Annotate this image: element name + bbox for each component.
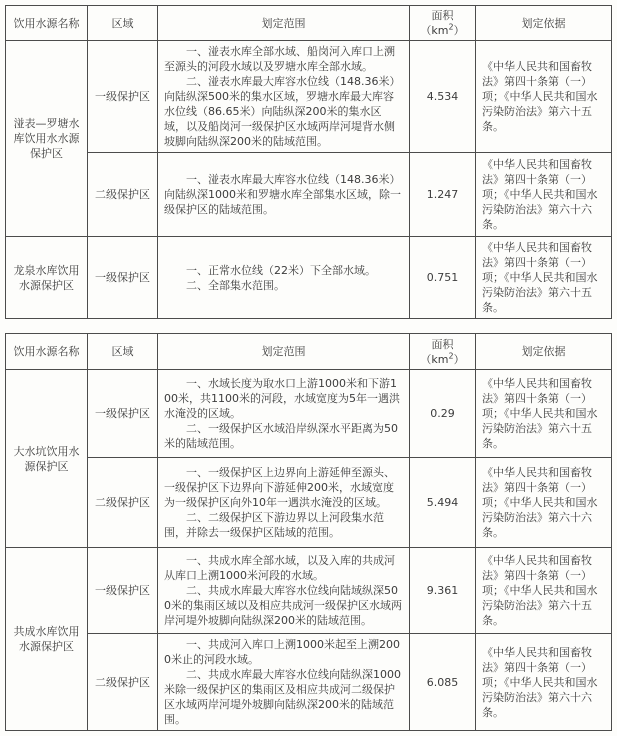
scope-item: 二、二级保护区下游边界以上河段集水范围，并除去一级保护区陆域的范围。: [164, 511, 384, 539]
col-header-scope: 划定范围: [158, 6, 410, 41]
area-unit-superscript: 2: [448, 22, 454, 32]
basis-cell: 《中华人民共和国畜牧法》第四十条第（一）项；《中华人民共和国水污染防治法》第六十五条。: [476, 41, 612, 153]
source-name-cell: 湴表—罗塘水库饮用水水源保护区: [6, 41, 88, 237]
col-header-basis: 划定依据: [476, 6, 612, 41]
area-header-unit: $(km^2)$: [420, 350, 465, 366]
scope-cell: [158, 237, 410, 319]
scope-cell: [158, 458, 410, 548]
scope-item: 一、正常水位线（22米）下全部水域。: [186, 263, 376, 277]
scope-item: 一、共成河入库口上溯1000米起至上溯2000米止的河段水域。: [164, 638, 400, 666]
table-row: [6, 153, 612, 237]
zone-cell: 一级保护区: [88, 41, 158, 153]
scope-item: 一、一级保护区上边界向上游延伸至源头、一级保护区下边界向下游延伸200米，水域宽度为一级保护区向外10年一遇洪水淹没的区域。: [164, 466, 395, 509]
col-header-source-name: 饮用水源名称: [6, 334, 88, 370]
area-header-title: 面积: [431, 9, 454, 22]
table-row: [6, 634, 612, 731]
basis-cell: 《中华人民共和国畜牧法》第四十条第（一）项；《中华人民共和国水污染防治法》第六十六条。: [476, 153, 612, 237]
basis-cell: 《中华人民共和国畜牧法》第四十条第（一）项；《中华人民共和国水污染防治法》第六十六条。: [476, 634, 612, 731]
scope-item: 一、湴表水库最大库容水位线（148.36米）向陆纵深1000米和罗塘水库全部集水区域，除一级保护区的陆域范围。: [164, 173, 401, 216]
area-unit-superscript: 2: [448, 350, 454, 360]
scope-item: 二、共成水库最大库容水位线向陆纵深1000米除一级保护区的集雨区及相应共成河二级保护区水域两岸河堤外坡脚向陆纵深200米的陆域范围。: [164, 668, 401, 726]
zone-cell: 二级保护区: [88, 153, 158, 237]
scope-cell: [158, 548, 410, 634]
source-name-cell: 共成水库饮用水源保护区: [6, 548, 88, 731]
scope-item: 二、共成水库最大库容水位线向陆域纵深500米的集雨区域以及相应共成河一级保护区水域两岸河堤外坡脚向陆纵深200米的陆域范围。: [164, 584, 402, 627]
area-header-title: 面积: [431, 337, 454, 351]
zone-cell: 一级保护区: [88, 370, 158, 458]
scope-item: 二、一级保护区水域沿岸纵深水平距离为50米的陆域范围。: [164, 422, 398, 450]
basis-cell: 《中华人民共和国畜牧法》第四十条第（一）项；《中华人民共和国水污染防治法》第六十五条。: [476, 548, 612, 634]
area-value: 5.494: [410, 458, 476, 548]
basis-cell: 《中华人民共和国畜牧法》第四十条第（一）项；《中华人民共和国水污染防治法》第六十五条。: [476, 237, 612, 319]
area-value: 6.085: [410, 634, 476, 731]
table-1-header-row: [6, 6, 612, 41]
col-header-area: [410, 6, 476, 41]
source-name-cell: 大水坑饮用水源保护区: [6, 370, 88, 548]
scope-item: 一、湴表水库全部水域、船岗河入库口上溯至源头的河段水域以及罗塘水库全部水域。: [164, 45, 395, 73]
scope-cell: [158, 153, 410, 237]
zone-cell: 二级保护区: [88, 634, 158, 731]
zone-cell: 一级保护区: [88, 237, 158, 319]
col-header-zone: 区域: [88, 334, 158, 370]
zone-cell: 一级保护区: [88, 548, 158, 634]
table-row: [6, 370, 612, 458]
scope-item: 二、湴表水库最大库容水位线（148.36米）向陆纵深500米的集水区域，罗塘水库最大库容水位线（86.65米）向陆纵深200米的集水区域，以及船岗河一级保护区水域两岸河堤背水侧坡脚向陆纵深200米的陆域范围。: [164, 75, 401, 148]
area-value: 0.751: [410, 237, 476, 319]
scope-cell: [158, 634, 410, 731]
table-row: [6, 41, 612, 153]
water-source-table-1: [5, 5, 612, 319]
scope-item: 一、共成水库全部水域，以及入库的共成河从库口上溯1000米河段的水域。: [164, 554, 395, 582]
table-row: [6, 237, 612, 319]
table-row: [6, 548, 612, 634]
zone-cell: 二级保护区: [88, 458, 158, 548]
scope-cell: [158, 41, 410, 153]
table-row: [6, 458, 612, 548]
water-source-table-2: [5, 333, 612, 731]
col-header-scope: 划定范围: [158, 334, 410, 370]
area-value: 9.361: [410, 548, 476, 634]
col-header-area: [410, 334, 476, 370]
area-value: 0.29: [410, 370, 476, 458]
col-header-basis: 划定依据: [476, 334, 612, 370]
basis-cell: 《中华人民共和国畜牧法》第四十条第（一）项；《中华人民共和国水污染防治法》第六十六条。: [476, 458, 612, 548]
col-header-source-name: 饮用水源名称: [6, 6, 88, 41]
scope-item: 二、全部集水范围。: [186, 278, 285, 292]
scope-item: 一、水域长度为取水口上游1000米和下游100米，共1100米的河段，水域宽度为5年一遇洪水淹没的区域。: [164, 377, 400, 420]
source-name-cell: 龙泉水库饮用水源保护区: [6, 237, 88, 319]
col-header-zone: 区域: [88, 6, 158, 41]
area-value: 4.534: [410, 41, 476, 153]
basis-cell: 《中华人民共和国畜牧法》第四十条第（一）项；《中华人民共和国水污染防治法》第六十五条。: [476, 370, 612, 458]
area-header-unit: $(km^2)$: [420, 22, 465, 37]
area-value: 1.247: [410, 153, 476, 237]
scope-cell: [158, 370, 410, 458]
table-2-header-row: [6, 334, 612, 370]
